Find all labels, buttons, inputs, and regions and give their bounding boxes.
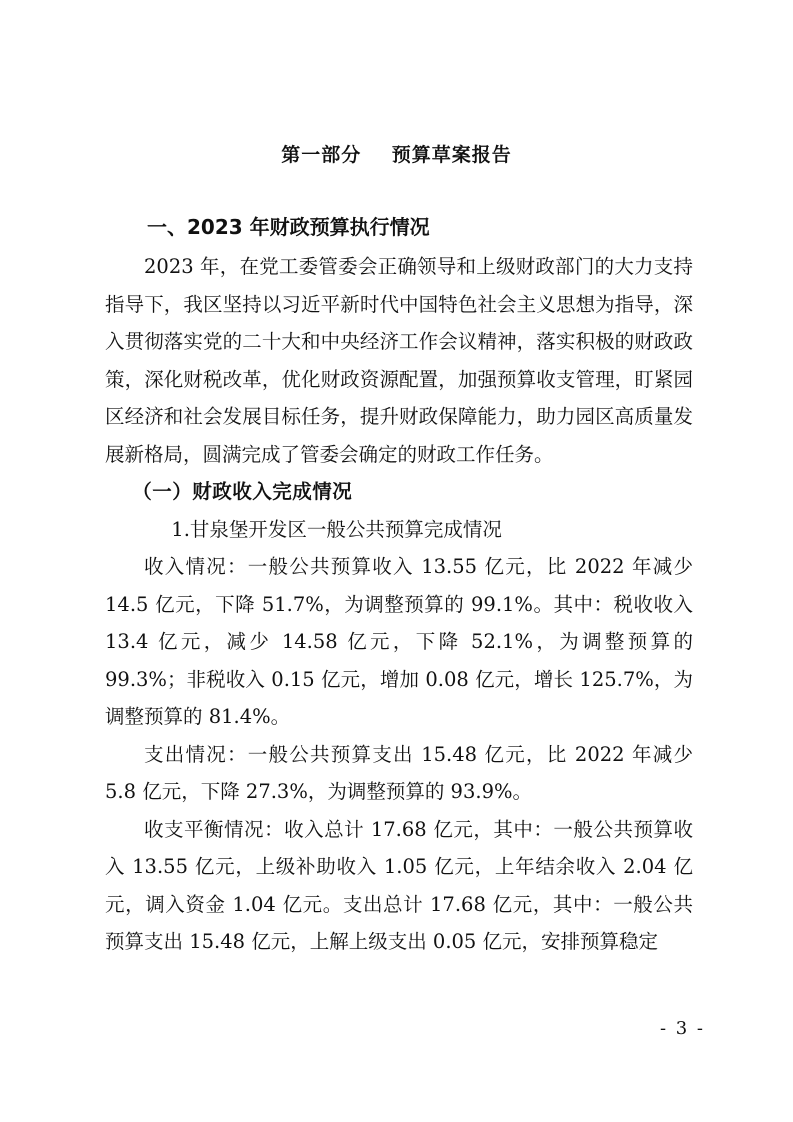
expenditure-paragraph: 支出情况：一般公共预算支出 15.48 亿元，比 2022 年减少 5.8 亿元，下降 27.3%，为调整预算的 93.9%。 <box>105 742 693 803</box>
subsection-heading: （一）财政收入完成情况 <box>132 480 353 503</box>
item-heading: 1.甘泉堡开发区一般公共预算完成情况 <box>171 517 502 541</box>
document-body <box>105 248 693 961</box>
section-heading: 一、2023 年财政预算执行情况 <box>147 215 430 239</box>
page-number: - 3 - <box>659 1018 705 1039</box>
intro-paragraph: 2023 年，在党工委管委会正确领导和上级财政部门的大力支持指导下，我区坚持以习近平新时代中国特色社会主义思想为指导，深入贯彻落实党的二十大和中央经济工作会议精神，落实积极的财政政策，深化财税改革，优化财政资源配置，加强预算收支管理，盯紧园区经济和社会发展目标任务，提升财政保障能力，助力园区高质量发展新格局，圆满完成了管委会确定的财政工作任务。 <box>105 255 693 466</box>
part-title: 第一部分 预算草案报告 <box>281 144 512 166</box>
revenue-paragraph: 收入情况：一般公共预算收入 13.55 亿元，比 2022 年减少 14.5 亿元，下降 51.7%，为调整预算的 99.1%。其中：税收收入 13.4 亿元，减少 14.58 亿元，下降 52.1%，为调整预算的 99.3%；非税收入 0.15 亿元，增加 0.08 亿元，增长 125.7%，为调整预算的 81.4%。 <box>105 555 693 728</box>
balance-paragraph: 收支平衡情况：收入总计 17.68 亿元，其中：一般公共预算收入 13.55 亿元，上级补助收入 1.05 亿元，上年结余收入 2.04 亿元，调入资金 1.04 亿元。支出总计 17.68 亿元，其中：一般公共预算支出 15.48 亿元，上解上级支出 0.05 亿元，安排预算稳定 <box>105 817 693 953</box>
